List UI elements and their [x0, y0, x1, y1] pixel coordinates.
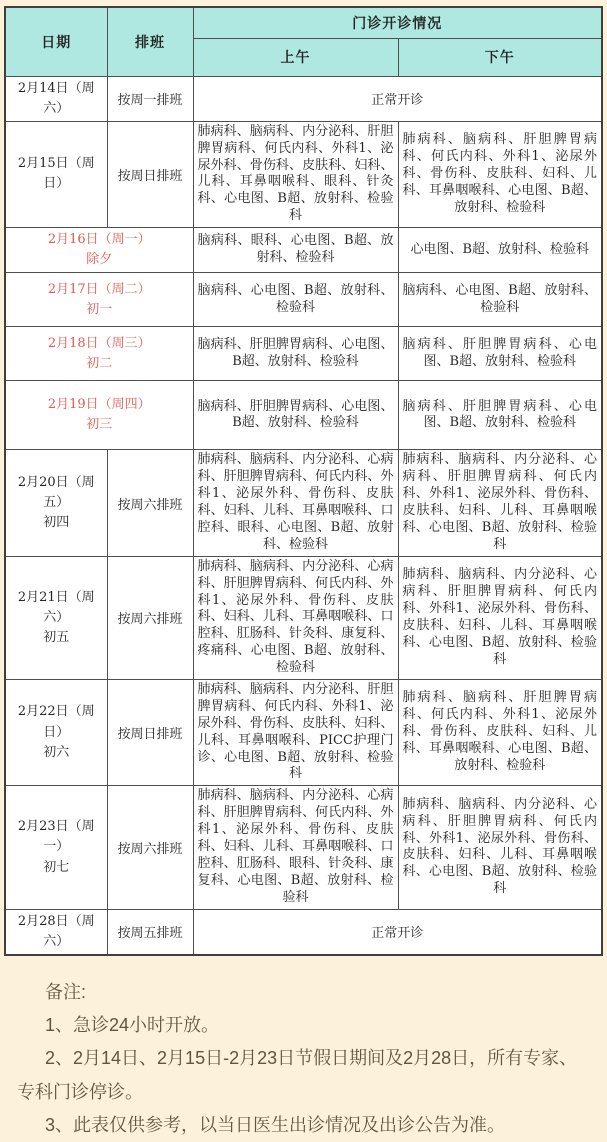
date-cell [5, 228, 193, 273]
date-text: 2月17日（周二） [47, 281, 151, 297]
holiday-text: 初四 [43, 515, 70, 531]
table-row [5, 228, 602, 273]
date-text: 2月14日（周六） [17, 80, 95, 116]
shift-cell: 按周一排班 [107, 76, 193, 121]
shift-cell: 按周六排班 [107, 556, 193, 679]
holiday-text: 除夕 [86, 252, 113, 268]
afternoon-cell: 肺病科、脑病科、内分泌科、心病科、肝胆脾胃病科、何氏内科、外科1、泌尿外科、骨伤科、皮肤科、妇科、儿科、耳鼻咽喉科、心电图、B超、放射科、检验科 [398, 786, 602, 909]
morning-cell: 脑病科、心电图、B超、放射科、检验科 [193, 273, 398, 327]
status-cell: 正常开诊 [193, 76, 602, 121]
schedule-table [4, 6, 603, 956]
table-row [5, 327, 602, 381]
date-text: 2月18日（周三） [47, 335, 151, 351]
date-text: 2月22日（周日） [17, 704, 95, 740]
date-text: 2月21日（周六） [17, 589, 95, 625]
date-cell [5, 450, 107, 556]
afternoon-cell: 肺病科、脑病科、肝胆脾胃病科、何氏内科、外科1、泌尿外科、骨伤科、皮肤科、妇科、儿科、耳鼻咽喉科、心电图、B超、放射科、检验科 [398, 679, 602, 785]
date-cell [5, 786, 107, 909]
morning-cell: 肺病科、脑病科、内分泌科、心病科、肝胆脾胃病科、何氏内科、外科1、泌尿外科、骨伤科、皮肤科、妇科、儿科、耳鼻咽喉科、口腔科、肛肠科、针灸科、康复科、疼痛科、心电图、B超、放射科、检验科 [193, 556, 398, 679]
note-item-1: 1、急诊24小时开放。 [45, 1015, 220, 1036]
table-row [5, 381, 602, 450]
date-cell [5, 679, 107, 785]
holiday-text: 初二 [86, 355, 113, 371]
table-row [5, 679, 602, 785]
date-cell [5, 909, 107, 955]
afternoon-cell: 肺病科、脑病科、肝胆脾胃病科、何氏内科、外科1、泌尿外科、骨伤科、皮肤科、妇科、儿科、耳鼻咽喉科、心电图、B超、放射科、检验科 [398, 121, 602, 227]
notes-section [0, 956, 607, 1142]
date-text: 2月23日（周一） [17, 819, 95, 855]
morning-cell: 肺病科、脑病科、内分泌科、肝胆脾胃病科、何氏内科、外科1、泌尿外科、骨伤科、皮肤科、妇科、儿科、耳鼻咽喉科、眼科、针灸科、心电图、B超、放射科、检验科 [193, 121, 398, 227]
date-cell [5, 381, 193, 450]
date-cell [5, 327, 193, 381]
afternoon-cell: 心电图、B超、放射科、检验科 [398, 228, 602, 273]
date-text: 2月16日（周一） [47, 232, 151, 248]
holiday-text: 初六 [43, 744, 70, 760]
date-cell [5, 273, 193, 327]
col-header-morning: 上午 [193, 38, 398, 76]
afternoon-cell: 脑病科、肝胆脾胃病科、心电图、B超、放射科、检验科 [398, 327, 602, 381]
shift-cell: 按周六排班 [107, 786, 193, 909]
note-item-2: 2、2月14日、2月15日-2月23日节假日期间及2月28日，所有专家、专科门诊停诊。 [17, 1048, 578, 1102]
table-row [5, 273, 602, 327]
date-cell [5, 76, 107, 121]
date-text: 2月28日（周六） [17, 913, 95, 949]
table-row [5, 556, 602, 679]
afternoon-cell: 脑病科、肝胆脾胃病科、心电图、B超、放射科、检验科 [398, 381, 602, 450]
date-text: 2月15日（周日） [17, 156, 95, 192]
table-row [5, 76, 602, 121]
col-header-date: 日期 [5, 7, 107, 76]
morning-cell: 脑病科、肝胆脾胃病科、心电图、B超、放射科、检验科 [193, 327, 398, 381]
morning-cell: 肺病科、脑病科、内分泌科、心病科、肝胆脾胃病科、何氏内科、外科1、泌尿外科、骨伤科、皮肤科、妇科、儿科、耳鼻咽喉科、口腔科、肛肠科、眼科、针灸科、康复科、心电图、B超、放射科、检验科 [193, 786, 398, 909]
table-row [5, 450, 602, 556]
table-row [5, 786, 602, 909]
date-text: 2月19日（周四） [47, 397, 151, 413]
shift-cell: 按周六排班 [107, 450, 193, 556]
afternoon-cell: 脑病科、心电图、B超、放射科、检验科 [398, 273, 602, 327]
afternoon-cell: 肺病科、脑病科、内分泌科、心病科、肝胆脾胃病科、何氏内科、外科1、泌尿外科、骨伤科、皮肤科、妇科、儿科、耳鼻咽喉科、心电图、B超、放射科、检验科 [398, 556, 602, 679]
holiday-text: 初五 [43, 629, 70, 645]
afternoon-cell: 肺病科、脑病科、内分泌科、心病科、肝胆脾胃病科、何氏内科、外科1、泌尿外科、骨伤科、皮肤科、妇科、儿科、耳鼻咽喉科、心电图、B超、放射科、检验科 [398, 450, 602, 556]
morning-cell: 脑病科、眼科、心电图、B超、放射科、检验科 [193, 228, 398, 273]
table-row [5, 121, 602, 227]
table-row [5, 909, 602, 955]
col-header-afternoon: 下午 [398, 38, 602, 76]
holiday-text: 初一 [86, 301, 113, 317]
date-cell [5, 121, 107, 227]
shift-cell: 按周五排班 [107, 909, 193, 955]
shift-cell: 按周日排班 [107, 679, 193, 785]
col-header-status: 门诊开诊情况 [193, 7, 602, 38]
status-cell: 正常开诊 [193, 909, 602, 955]
header-row-1 [5, 7, 602, 38]
date-cell [5, 556, 107, 679]
morning-cell: 肺病科、脑病科、内分泌科、心病科、肝胆脾胃病科、何氏内科、外科1、泌尿外科、骨伤科、皮肤科、妇科、儿科、耳鼻咽喉科、口腔科、眼科、心电图、B超、放射科、检验科 [193, 450, 398, 556]
morning-cell: 脑病科、肝胆脾胃病科、心电图、B超、放射科、检验科 [193, 381, 398, 450]
note-item-3: 3、此表仅供参考，以当日医生出诊情况及出诊公告为准。 [45, 1115, 506, 1136]
notes-title: 备注: [45, 981, 87, 1002]
shift-cell: 按周日排班 [107, 121, 193, 227]
holiday-text: 初七 [43, 859, 70, 875]
date-text: 2月20日（周五） [17, 474, 95, 510]
morning-cell: 肺病科、脑病科、内分泌科、肝胆脾胃病科、何氏内科、外科1、泌尿外科、骨伤科、皮肤科、妇科、儿科、耳鼻咽喉科、PICC护理门诊、心电图、B超、放射科、检验科 [193, 679, 398, 785]
col-header-shift: 排班 [107, 7, 193, 76]
holiday-text: 初三 [86, 417, 113, 433]
